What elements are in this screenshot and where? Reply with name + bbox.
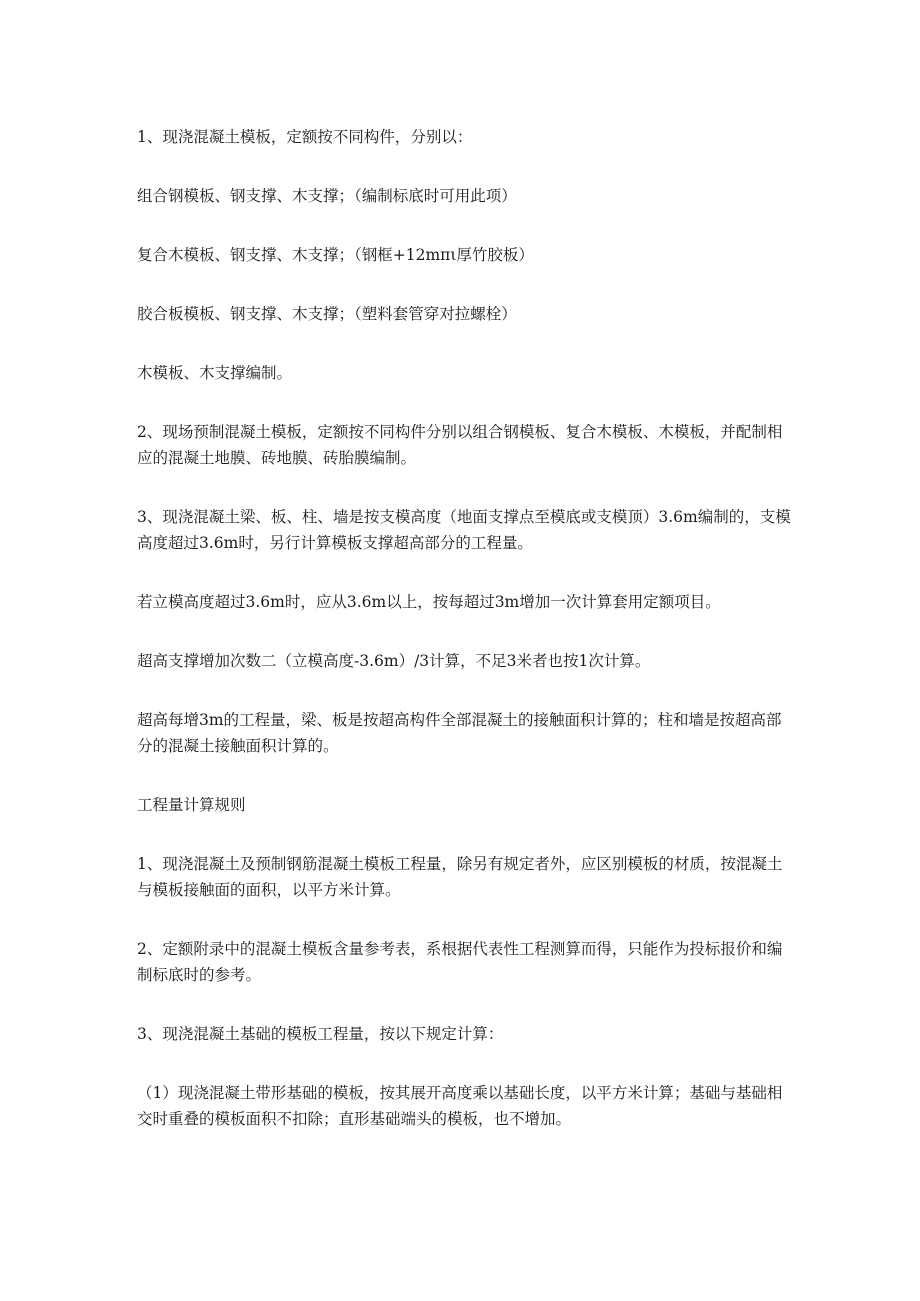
paragraph: 超高每增3m的工程量，梁、板是按超高构件全部混凝土的接触面积计算的；柱和墙是按超高部分的混凝土接触面积计算的。 (137, 711, 782, 755)
paragraph: 组合钢模板、钢支撑、木支撑；（编制标底时可用此项） (137, 187, 517, 205)
section-heading: 工程量计算规则 (137, 796, 246, 814)
paragraph: 1、现浇混凝土及预制钢筋混凝土模板工程量，除另有规定者外，应区别模板的材质，按混凝土与模板接触面的面积，以平方米计算。 (137, 855, 783, 899)
paragraph: 若立模高度超过3.6m时，应从3.6m以上，按每超过3m增加一次计算套用定额项目。 (137, 593, 721, 611)
paragraph: 2、现场预制混凝土模板，定额按不同构件分别以组合钢模板、复合木模板、木模板，并配制相应的混凝土地膜、砖地膜、砖胎膜编制。 (137, 423, 783, 467)
paragraph: 1、现浇混凝土模板，定额按不同构件，分别以： (137, 128, 473, 146)
paragraph: 3、现浇混凝土梁、板、柱、墙是按支模高度（地面支撑点至模底或支模顶）3.6m编制的，支模高度超过3.6m时，另行计算模板支撑超高部分的工程量。 (137, 508, 791, 552)
paragraph: （1）现浇混凝土带形基础的模板，按其展开高度乘以基础长度，以平方米计算；基础与基础相交时重叠的模板面积不扣除；直形基础端头的模板，也不增加。 (137, 1084, 783, 1128)
paragraph: 复合木模板、钢支撑、木支撑；（钢框+12mπι厚竹胶板） (137, 246, 534, 264)
paragraph: 胶合板模板、钢支撑、木支撑；（塑料套管穿对拉螺栓） (137, 305, 517, 323)
paragraph: 2、定额附录中的混凝土模板含量参考表，系根据代表性工程测算而得，只能作为投标报价和编制标底时的参考。 (137, 940, 783, 984)
paragraph: 超高支撑增加次数二（立模高度-3.6m）/3计算，不足3米者也按1次计算。 (137, 652, 651, 670)
document-body (137, 124, 797, 1165)
paragraph: 3、现浇混凝土基础的模板工程量，按以下规定计算： (137, 1025, 504, 1043)
paragraph: 木模板、木支撑编制。 (137, 364, 293, 382)
